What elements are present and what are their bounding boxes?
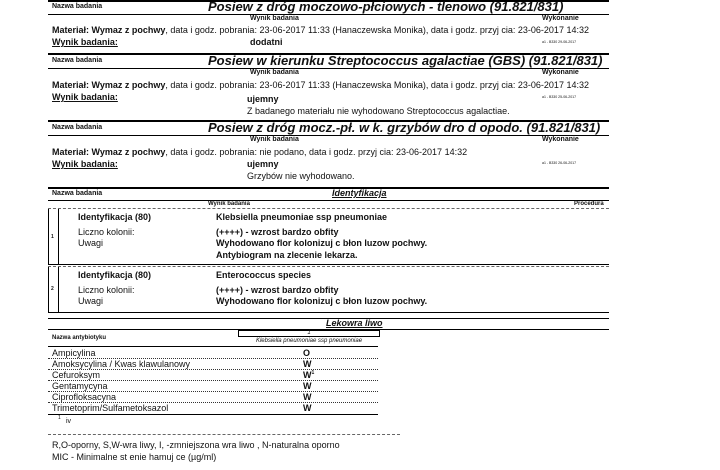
wynik-label: Wynik badania <box>250 136 299 143</box>
entry-head-label: Identyfikacja (80) <box>78 212 152 222</box>
section-title: Posiew z dróg mocz.-pł. w k. grzybów dro d opodo. (91.821/831) <box>208 120 601 135</box>
material-prefix: Materiał: Wymaz z pochwy <box>52 147 166 157</box>
divider <box>48 14 609 15</box>
entry-note: Wyhodowano flor kolonizuj c błon luzow pochwy. <box>216 238 428 248</box>
wykonanie-label: Wykonanie <box>542 15 579 22</box>
antibiotic-name: Amoksycylina / Kwas klawulanowy <box>52 359 191 369</box>
antibiotic-name: Ampicylina <box>52 348 96 358</box>
entry-number: 1 <box>51 234 54 240</box>
col-wynik-label: Wynik badania <box>208 201 250 207</box>
identification-title: Identyfikacja <box>332 188 387 198</box>
name-label: Nazwa badania <box>52 3 103 10</box>
entry-organism: Enterococcus species <box>216 270 312 280</box>
entry-count-label: Liczno kolonii: <box>78 227 135 237</box>
name-label: Nazwa badania <box>52 190 103 197</box>
legend-line-1: R,O-oporny, S,W-wra liwy, I, -zmniejszona wra liwo , N-naturalna oporno <box>52 440 340 450</box>
divider <box>48 414 378 415</box>
wykonanie-code: a1 - B330 26-06-2017 <box>542 161 577 165</box>
divider <box>48 187 609 189</box>
result-label: Wynik badania: <box>52 37 118 47</box>
wykonanie-label: Wykonanie <box>542 69 579 76</box>
result-value: dodatni <box>250 37 283 47</box>
divider <box>48 264 609 265</box>
result-label: Wynik badania: <box>52 92 118 102</box>
entry-note: Wyhodowano flor kolonizuj c błon luzow pochwy. <box>216 296 428 306</box>
dashed-divider <box>48 266 609 267</box>
entry-count-value: (++++) - wzrost bardzo obfity <box>216 227 339 237</box>
entry-count-label: Liczno kolonii: <box>78 285 135 295</box>
footnote-text: iv <box>66 418 72 425</box>
organism-number: 1 <box>307 330 311 336</box>
wynik-label: Wynik badania <box>250 69 299 76</box>
dashed-divider <box>48 434 400 435</box>
entry-notes-label: Uwagi <box>78 296 104 306</box>
section-title: Posiew w kierunku Streptococcus agalactiae (GBS) (91.821/831) <box>208 53 603 68</box>
material-details: , data i godz. pobrania: 23-06-2017 11:33 (Hanaczewska Monika), data i godz. przyj cia: 23-06-2017 14:32 <box>165 25 589 35</box>
entry-border <box>58 267 59 312</box>
antibiotic-value: W <box>303 403 312 413</box>
antibiotic-value: W <box>303 392 312 402</box>
antibiotic-value: O <box>303 348 311 358</box>
name-label: Nazwa badania <box>52 57 103 64</box>
result-note: Z badanego materiału nie wyhodowano Streptococcus agalactiae. <box>247 106 510 116</box>
entry-note: Antybiogram na zlecenie lekarza. <box>216 250 358 260</box>
entry-border <box>48 209 49 264</box>
wykonanie-label: Wykonanie <box>542 136 579 143</box>
result-value: ujemny <box>247 159 279 169</box>
section-title: Posiew z dróg moczowo-płciowych - tlenowo (91.821/831) <box>208 0 564 14</box>
name-label: Nazwa badania <box>52 124 103 131</box>
footnote-number: 1 <box>58 415 61 421</box>
result-label: Wynik badania: <box>52 159 118 169</box>
wynik-label: Wynik badania <box>250 15 299 22</box>
wykonanie-code: a1 - B330 29-06-2017 <box>542 40 577 44</box>
material-prefix: Materiał: Wymaz z pochwy <box>52 25 166 35</box>
antibiotic-value: W <box>303 381 312 391</box>
result-value: ujemny <box>247 94 279 104</box>
antibiotic-footnote-mark: 1 <box>311 370 315 376</box>
wykonanie-code: a1 - B330 25-06-2017 <box>542 95 577 99</box>
divider <box>48 68 609 69</box>
divider <box>48 346 378 347</box>
entry-organism: Klebsiella pneumoniae ssp pneumoniae <box>216 212 388 222</box>
legend-line-2: MIC - Minimalne st enie hamuj ce (µg/ml) <box>52 452 217 462</box>
antibiotic-name: Gentamycyna <box>52 381 108 391</box>
organism-number-box <box>238 330 380 337</box>
organism-name: Klebsiella pneumoniae ssp pneumoniae <box>255 338 363 344</box>
antibiotic-value-text: W <box>303 370 312 380</box>
dashed-divider <box>48 208 609 209</box>
entry-border <box>58 209 59 264</box>
entry-number: 2 <box>51 286 54 292</box>
material-details: , data i godz. pobrania: 23-06-2017 11:33 (Hanaczewska Monika), data i godz. przyj cia: 23-06-2017 14:32 <box>165 80 589 90</box>
antibiotic-name: Trimetoprim/Sulfametoksazol <box>52 403 169 413</box>
col-antibiotic-label: Nazwa antybiotyku <box>52 335 107 341</box>
divider <box>48 135 609 136</box>
divider <box>48 200 609 201</box>
material-prefix: Materiał: Wymaz z pochwy <box>52 80 166 90</box>
divider <box>48 312 609 313</box>
entry-notes-label: Uwagi <box>78 238 104 248</box>
antibiogram-title: Lekowra liwo <box>326 318 383 328</box>
antibiotic-name: Cefuroksym <box>52 370 101 380</box>
result-note: Grzybów nie wyhodowano. <box>247 171 355 181</box>
antibiotic-name: Ciprofloksacyna <box>52 392 117 402</box>
antibiotic-value: W <box>303 359 312 369</box>
antibiotic-value <box>303 370 314 380</box>
material-details: , data i godz. pobrania: nie podano, data i godz. przyj cia: 23-06-2017 14:32 <box>165 147 468 157</box>
entry-head-label: Identyfikacja (80) <box>78 270 152 280</box>
entry-border <box>48 267 49 312</box>
entry-count-value: (++++) - wzrost bardzo obfity <box>216 285 339 295</box>
col-procedura-label: Procedura <box>574 201 604 207</box>
